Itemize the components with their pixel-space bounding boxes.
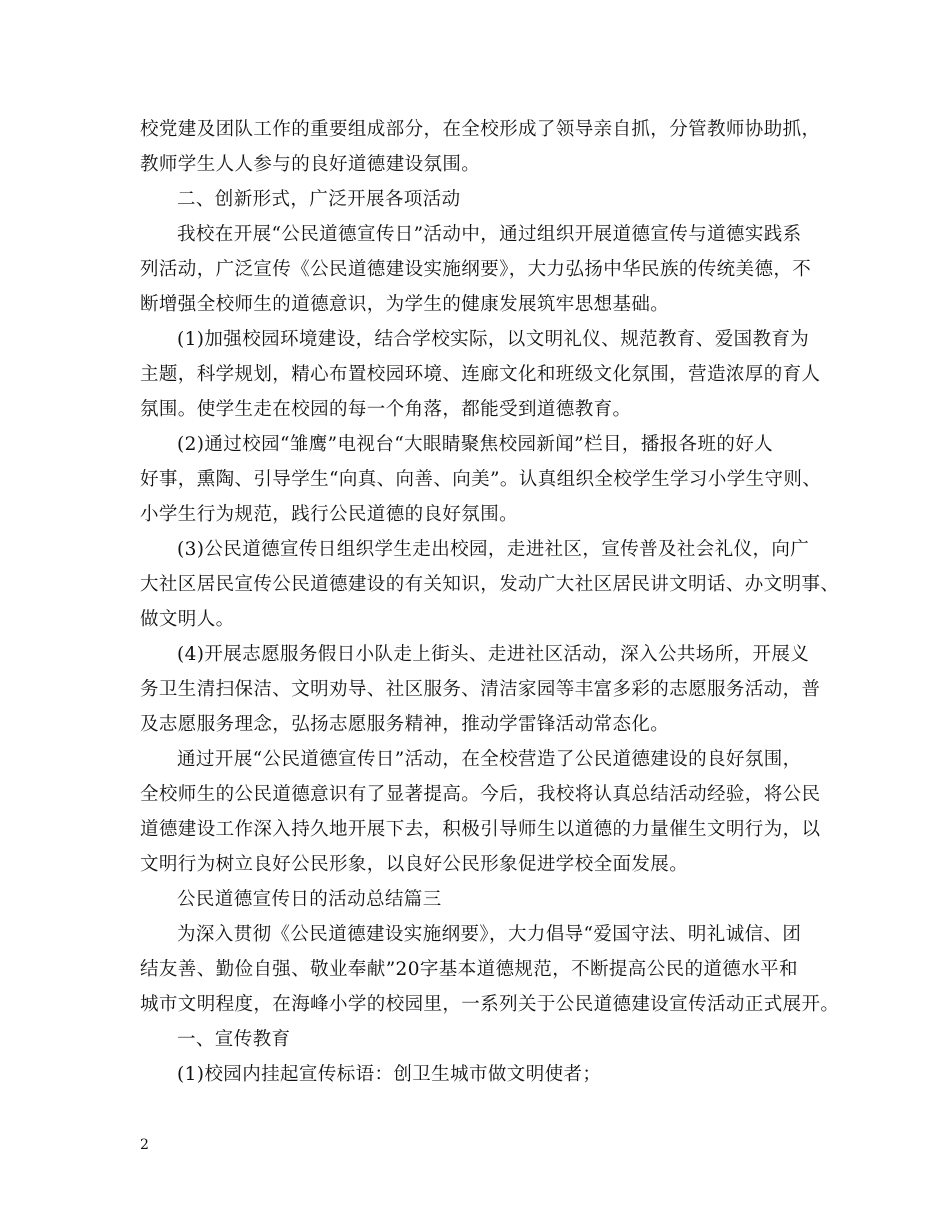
- text-line: 全校师生的公民道德意识有了显著提高。今后，我校将认真总结活动经验，将公民: [140, 784, 821, 805]
- text-line: (1)校园内挂起宣传标语：创卫生城市做文明使者；: [177, 1064, 602, 1085]
- section-heading: 一、宣传教育: [177, 1029, 291, 1050]
- text-line: 文明行为树立良好公民形象，以良好公民形象促进学校全面发展。: [140, 854, 689, 875]
- text-line: (1)加强校园环境建设，结合学校实际，以文明礼仪、规范教育、爱国教育为: [177, 329, 810, 350]
- text-line: 及志愿服务理念，弘扬志愿服务精神，推动学雷锋活动常态化。: [140, 714, 670, 735]
- text-line: 城市文明程度，在海峰小学的校园里，一系列关于公民道德建设宣传活动正式展开。: [140, 994, 840, 1015]
- section-heading: 二、创新形式，广泛开展各项活动: [177, 189, 461, 210]
- text-line: 好事，熏陶、引导学生“向真、向善、向美”。认真组织全校学生学习小学生守则、: [140, 469, 822, 490]
- text-line: 小学生行为规范，践行公民道德的良好氛围。: [140, 504, 519, 525]
- text-line: (3)公民道德宣传日组织学生走出校园，走进社区，宣传普及社会礼仪，向广: [177, 539, 810, 560]
- text-line: 务卫生清扫保洁、文明劝导、社区服务、清洁家园等丰富多彩的志愿服务活动，普: [140, 679, 821, 700]
- text-line: 做文明人。: [140, 609, 235, 630]
- text-line: 道德建设工作深入持久地开展下去，积极引导师生以道德的力量催生文明行为，以: [140, 819, 821, 840]
- text-line: 大社区居民宣传公民道德建设的有关知识，发动广大社区居民讲文明话、办文明事、: [140, 574, 840, 595]
- section-title: 公民道德宣传日的活动总结篇三: [177, 889, 442, 910]
- text-line: 教师学生人人参与的良好道德建设氛围。: [140, 154, 481, 175]
- text-line: 通过开展“公民道德宣传日”活动，在全校营造了公民道德建设的良好氛围，: [177, 749, 802, 770]
- page-number: 2: [140, 1137, 149, 1153]
- text-line: 校党建及团队工作的重要组成部分，在全校形成了领导亲自抓，分管教师协助抓，: [140, 119, 821, 140]
- text-line: 为深入贯彻《公民道德建设实施纲要》，大力倡导“爱国守法、明礼诚信、团: [177, 924, 802, 945]
- text-line: 氛围。使学生走在校园的每一个角落，都能受到道德教育。: [140, 399, 632, 420]
- text-line: 列活动，广泛宣传《公民道德建设实施纲要》，大力弘扬中华民族的传统美德，不: [140, 259, 812, 280]
- text-line: (4)开展志愿服务假日小队走上街头、走进社区活动，深入公共场所，开展义: [177, 644, 810, 665]
- text-line: 结友善、勤俭自强、敬业奉献”20字基本道德规范，不断提高公民的道德水平和: [140, 959, 798, 980]
- text-line: 主题，科学规划，精心布置校园环境、连廊文化和班级文化氛围，营造浓厚的育人: [140, 364, 821, 385]
- text-line: (2)通过校园“雏鹰”电视台“大眼睛聚焦校园新闻”栏目，播报各班的好人: [177, 434, 774, 455]
- text-line: 我校在开展“公民道德宣传日”活动中，通过组织开展道德宣传与道德实践系: [177, 224, 802, 245]
- text-line: 断增强全校师生的道德意识，为学生的健康发展筑牢思想基础。: [140, 294, 670, 315]
